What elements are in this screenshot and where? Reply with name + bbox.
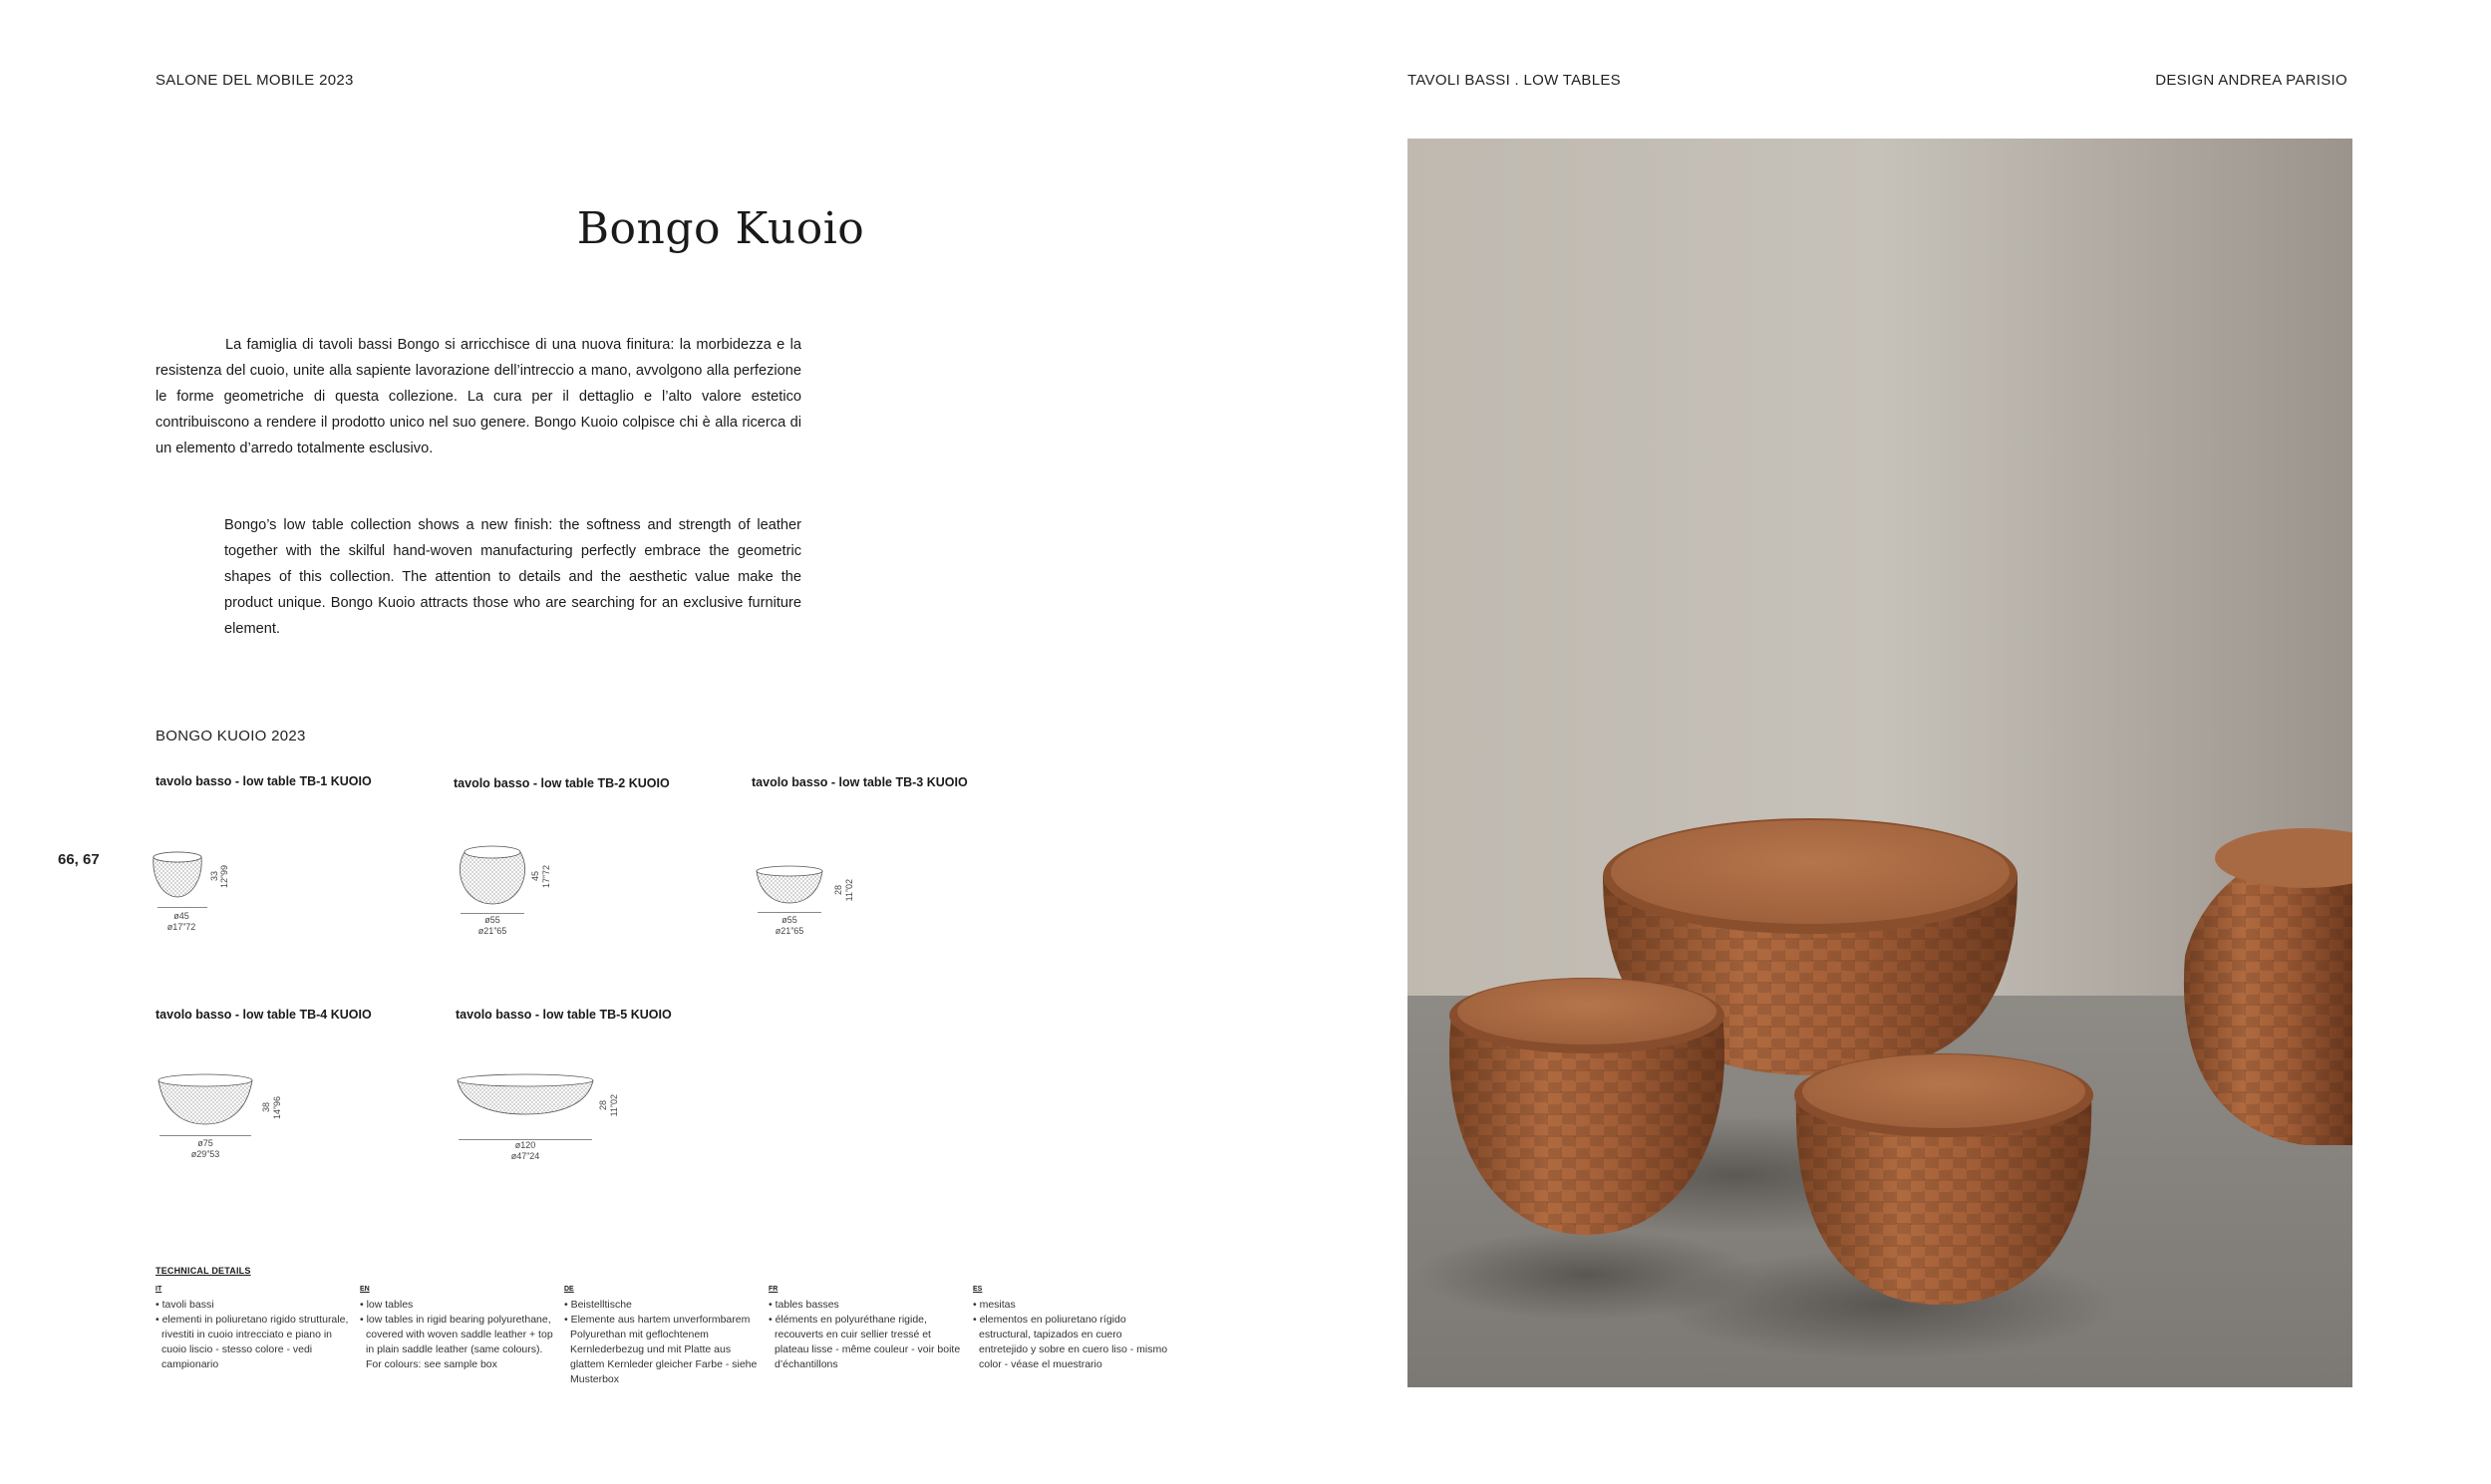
lang-code-de: DE [564,1286,574,1293]
tb2-height: 45 [530,871,540,882]
tb4-diameter: ø75 [197,1138,213,1148]
page-title: Bongo Kuoio [576,203,865,254]
tech-col-it [156,1286,353,1372]
tb1-diameter-in: ø17”72 [166,922,196,932]
tb4-drawing [156,1072,255,1132]
intro-italian: La famiglia di tavoli bassi Bongo si arricchisce di una nuova finitura: la morbidezza e la resistenza del cuoio, unite alla sapiente lavorazione dell’intreccio a mano, avvolgono alla perfezione le forme geometriche di questa collezione. La cura per il dettaglio e l’alto valore estetico contribuiscono a rendere il prodotto unico nel suo genere. Bongo Kuoio colpisce chi è alla ricerca di un elemento d’arredo totalmente esclusivo. [156,337,801,456]
tb1-height-in: 12”99 [219,865,229,889]
lang-code-it: IT [156,1286,162,1293]
tech-item: • elementos en poliuretano rígido estructural, tapizados en cuero entretejido y sobre en cuero liso - mismo color - véase el muestrario [973,1313,1172,1372]
tech-col-fr [769,1286,964,1372]
header-center: TAVOLI BASSI . LOW TABLES [1407,72,1621,89]
header-right: DESIGN ANDREA PARISIO [2155,72,2347,89]
tech-item: • low tables [360,1298,555,1313]
tb5-drawing [455,1072,596,1120]
tb3-diameter-in: ø21”65 [775,926,804,936]
lang-code-es: ES [973,1286,983,1293]
tech-item: • éléments en polyuréthane rigide, recouverts en cuir sellier tressé et plateau lisse - même couleur - voir boite d’échantillons [769,1313,964,1372]
tech-col-de [564,1286,760,1387]
tb1-drawing [150,849,209,904]
tb1-diameter: ø45 [173,911,189,921]
tb4-height-in: 14”96 [272,1096,282,1120]
intro-english: Bongo’s low table collection shows a new finish: the softness and strength of leather together with the skilful hand-woven manufacturing perfectly embrace the geometric shapes of this collection. The attention to details and the aesthetic value make the product unique. Bongo Kuoio attracts those who are searching for an exclusive furniture element. [224,517,801,637]
lang-code-fr: FR [769,1286,778,1293]
tb5-diameter: ø120 [514,1140,536,1150]
product-photo-illustration [1407,139,2352,1387]
tech-item: • mesitas [973,1298,1172,1313]
tb2-drawing [455,842,530,912]
tb3-height: 28 [833,885,843,896]
technical-details-title: TECHNICAL DETAILS [156,1266,251,1276]
collection-label: BONGO KUOIO 2023 [156,728,306,744]
tech-item: • low tables in rigid bearing polyurethane, covered with woven saddle leather + top in plain saddle leather (same colours). For colours: see sample box [360,1313,555,1372]
tb2-diameter-in: ø21”65 [477,926,507,936]
page-number: 66, 67 [58,851,100,868]
tb2-height-in: 17”72 [541,865,551,889]
tech-item: • Beistelltische [564,1298,760,1313]
tb4-height: 38 [261,1102,271,1113]
tech-item: • elementi in poliuretano rigido strutturale, rivestiti in cuoio intrecciato e piano in cuoio liscio - stesso colore - vedi campionario [156,1313,353,1372]
tb4-diameter-in: ø29”53 [190,1149,220,1159]
product-label-tb2: tavolo basso - low table TB-2 KUOIO [454,776,670,790]
header-left: SALONE DEL MOBILE 2023 [156,72,354,89]
tb3-height-in: 11”02 [844,879,854,902]
tech-item: • tables basses [769,1298,964,1313]
tech-item: • tavoli bassi [156,1298,353,1313]
lang-code-en: EN [360,1286,370,1293]
product-label-tb1: tavolo basso - low table TB-1 KUOIO [156,774,372,788]
product-label-tb4: tavolo basso - low table TB-4 KUOIO [156,1008,372,1022]
tb3-diameter: ø55 [781,915,797,925]
tb5-height: 28 [598,1100,608,1111]
tb2-diameter: ø55 [484,915,500,925]
tb1-height: 33 [209,871,219,882]
tech-col-en [360,1286,555,1372]
tb5-height-in: 11”02 [609,1094,619,1117]
product-photo [1407,139,2352,1387]
tb5-diameter-in: ø47”24 [510,1151,540,1161]
tech-item: • Elemente aus hartem unverformbarem Polyurethan mit geflochtenem Kernlederbezug und mit Platte aus glattem Kernleder gleicher Farbe - siehe Musterbox [564,1313,760,1387]
tech-col-es [973,1286,1172,1372]
product-label-tb5: tavolo basso - low table TB-5 KUOIO [456,1008,672,1022]
product-label-tb3: tavolo basso - low table TB-3 KUOIO [752,775,968,789]
tb3-drawing [754,863,825,911]
